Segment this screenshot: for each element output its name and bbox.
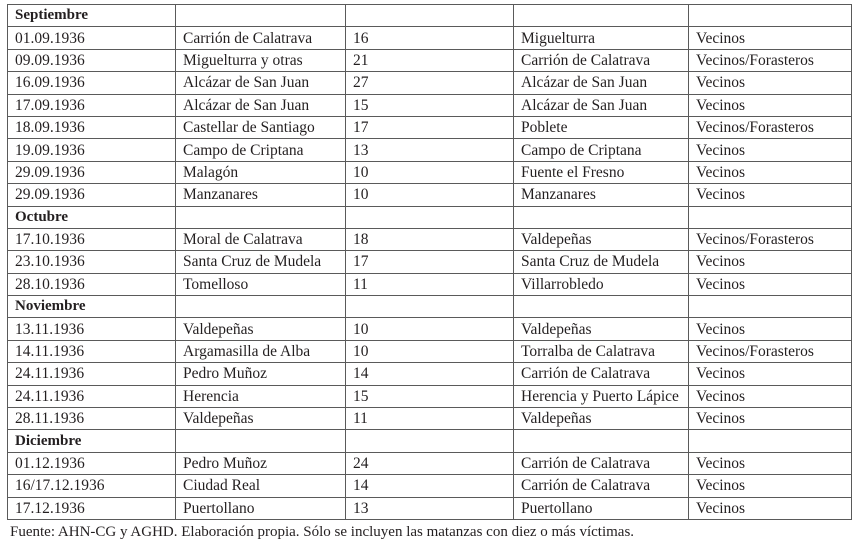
victims-count-cell: 17 [346, 251, 514, 273]
date-cell: 01.09.1936 [8, 27, 176, 49]
table-row [8, 385, 852, 407]
date-cell: 28.10.1936 [8, 273, 176, 295]
empty-cell [689, 296, 852, 318]
victim-type-cell: Vecinos [689, 318, 852, 340]
origin-town-cell: Manzanares [176, 184, 346, 206]
date-cell: 01.12.1936 [8, 452, 176, 474]
table-row [8, 452, 852, 474]
table-row [8, 161, 852, 183]
empty-cell [176, 5, 346, 27]
date-cell: 14.11.1936 [8, 340, 176, 362]
table-row [8, 340, 852, 362]
empty-cell [176, 430, 346, 452]
date-cell: 29.09.1936 [8, 161, 176, 183]
origin-town-cell: Moral de Calatrava [176, 228, 346, 250]
month-header-row [8, 5, 852, 27]
empty-cell [346, 206, 514, 228]
table-row [8, 27, 852, 49]
killing-place-cell: Poblete [514, 116, 689, 138]
victim-type-cell: Vecinos [689, 27, 852, 49]
victims-count-cell: 27 [346, 72, 514, 94]
killing-place-cell: Herencia y Puerto Lápice [514, 385, 689, 407]
victims-count-cell: 15 [346, 94, 514, 116]
date-cell: 19.09.1936 [8, 139, 176, 161]
empty-cell [346, 430, 514, 452]
table-row [8, 251, 852, 273]
victims-count-cell: 14 [346, 363, 514, 385]
victims-count-cell: 10 [346, 161, 514, 183]
victims-count-cell: 13 [346, 497, 514, 519]
date-cell: 29.09.1936 [8, 184, 176, 206]
table-row [8, 94, 852, 116]
victims-count-cell: 13 [346, 139, 514, 161]
month-label: Diciembre [8, 430, 176, 452]
empty-cell [514, 5, 689, 27]
victim-type-cell: Vecinos [689, 251, 852, 273]
victim-type-cell: Vecinos/Forasteros [689, 116, 852, 138]
killings-table [7, 4, 852, 520]
month-label: Noviembre [8, 296, 176, 318]
victim-type-cell: Vecinos [689, 475, 852, 497]
killing-place-cell: Manzanares [514, 184, 689, 206]
source-caption: Fuente: AHN-CG y AGHD. Elaboración propia. Sólo se incluyen las matanzas con diez o más víctimas. [10, 524, 635, 540]
victim-type-cell: Vecinos [689, 408, 852, 430]
empty-cell [176, 206, 346, 228]
origin-town-cell: Malagón [176, 161, 346, 183]
empty-cell [514, 206, 689, 228]
table-row [8, 497, 852, 519]
date-cell: 17.10.1936 [8, 228, 176, 250]
victim-type-cell: Vecinos/Forasteros [689, 340, 852, 362]
origin-town-cell: Alcázar de San Juan [176, 72, 346, 94]
table-body [8, 5, 852, 520]
victim-type-cell: Vecinos [689, 161, 852, 183]
table-row [8, 184, 852, 206]
killing-place-cell: Villarrobledo [514, 273, 689, 295]
killing-place-cell: Carrión de Calatrava [514, 475, 689, 497]
date-cell: 17.12.1936 [8, 497, 176, 519]
killing-place-cell: Fuente el Fresno [514, 161, 689, 183]
victims-count-cell: 16 [346, 27, 514, 49]
month-label: Octubre [8, 206, 176, 228]
date-cell: 13.11.1936 [8, 318, 176, 340]
table-row [8, 72, 852, 94]
killing-place-cell: Valdepeñas [514, 408, 689, 430]
victims-count-cell: 11 [346, 273, 514, 295]
month-header-row [8, 206, 852, 228]
empty-cell [514, 430, 689, 452]
table-row [8, 139, 852, 161]
origin-town-cell: Tomelloso [176, 273, 346, 295]
table-row [8, 228, 852, 250]
victim-type-cell: Vecinos [689, 94, 852, 116]
table-row [8, 273, 852, 295]
date-cell: 16/17.12.1936 [8, 475, 176, 497]
empty-cell [689, 430, 852, 452]
date-cell: 09.09.1936 [8, 49, 176, 71]
month-label: Septiembre [8, 5, 176, 27]
origin-town-cell: Carrión de Calatrava [176, 27, 346, 49]
victim-type-cell: Vecinos [689, 72, 852, 94]
victim-type-cell: Vecinos [689, 139, 852, 161]
victim-type-cell: Vecinos [689, 452, 852, 474]
table-row [8, 475, 852, 497]
date-cell: 24.11.1936 [8, 385, 176, 407]
origin-town-cell: Campo de Criptana [176, 139, 346, 161]
killing-place-cell: Campo de Criptana [514, 139, 689, 161]
killing-place-cell: Valdepeñas [514, 318, 689, 340]
date-cell: 23.10.1936 [8, 251, 176, 273]
date-cell: 17.09.1936 [8, 94, 176, 116]
month-header-row [8, 296, 852, 318]
empty-cell [346, 5, 514, 27]
victim-type-cell: Vecinos/Forasteros [689, 228, 852, 250]
victims-count-cell: 11 [346, 408, 514, 430]
origin-town-cell: Argamasilla de Alba [176, 340, 346, 362]
empty-cell [689, 206, 852, 228]
victims-count-cell: 10 [346, 340, 514, 362]
killing-place-cell: Carrión de Calatrava [514, 452, 689, 474]
empty-cell [689, 5, 852, 27]
origin-town-cell: Alcázar de San Juan [176, 94, 346, 116]
victims-count-cell: 24 [346, 452, 514, 474]
killing-place-cell: Carrión de Calatrava [514, 363, 689, 385]
date-cell: 18.09.1936 [8, 116, 176, 138]
victims-count-cell: 21 [346, 49, 514, 71]
month-header-row [8, 430, 852, 452]
victims-count-cell: 18 [346, 228, 514, 250]
empty-cell [346, 296, 514, 318]
origin-town-cell: Pedro Muñoz [176, 363, 346, 385]
origin-town-cell: Miguelturra y otras [176, 49, 346, 71]
date-cell: 16.09.1936 [8, 72, 176, 94]
killing-place-cell: Alcázar de San Juan [514, 72, 689, 94]
origin-town-cell: Valdepeñas [176, 318, 346, 340]
killing-place-cell: Santa Cruz de Mudela [514, 251, 689, 273]
victim-type-cell: Vecinos [689, 363, 852, 385]
table-row [8, 408, 852, 430]
date-cell: 24.11.1936 [8, 363, 176, 385]
killing-place-cell: Alcázar de San Juan [514, 94, 689, 116]
victims-count-cell: 17 [346, 116, 514, 138]
victim-type-cell: Vecinos [689, 385, 852, 407]
empty-cell [176, 296, 346, 318]
victim-type-cell: Vecinos [689, 184, 852, 206]
table-row [8, 116, 852, 138]
origin-town-cell: Puertollano [176, 497, 346, 519]
empty-cell [514, 296, 689, 318]
origin-town-cell: Pedro Muñoz [176, 452, 346, 474]
victim-type-cell: Vecinos [689, 273, 852, 295]
table-row [8, 363, 852, 385]
origin-town-cell: Ciudad Real [176, 475, 346, 497]
date-cell: 28.11.1936 [8, 408, 176, 430]
killing-place-cell: Miguelturra [514, 27, 689, 49]
origin-town-cell: Valdepeñas [176, 408, 346, 430]
killing-place-cell: Torralba de Calatrava [514, 340, 689, 362]
table-row [8, 49, 852, 71]
killing-place-cell: Puertollano [514, 497, 689, 519]
killing-place-cell: Carrión de Calatrava [514, 49, 689, 71]
victims-count-cell: 10 [346, 184, 514, 206]
victims-count-cell: 10 [346, 318, 514, 340]
victims-count-cell: 14 [346, 475, 514, 497]
table-row [8, 318, 852, 340]
victims-count-cell: 15 [346, 385, 514, 407]
origin-town-cell: Herencia [176, 385, 346, 407]
victim-type-cell: Vecinos [689, 497, 852, 519]
origin-town-cell: Santa Cruz de Mudela [176, 251, 346, 273]
victim-type-cell: Vecinos/Forasteros [689, 49, 852, 71]
origin-town-cell: Castellar de Santiago [176, 116, 346, 138]
killing-place-cell: Valdepeñas [514, 228, 689, 250]
